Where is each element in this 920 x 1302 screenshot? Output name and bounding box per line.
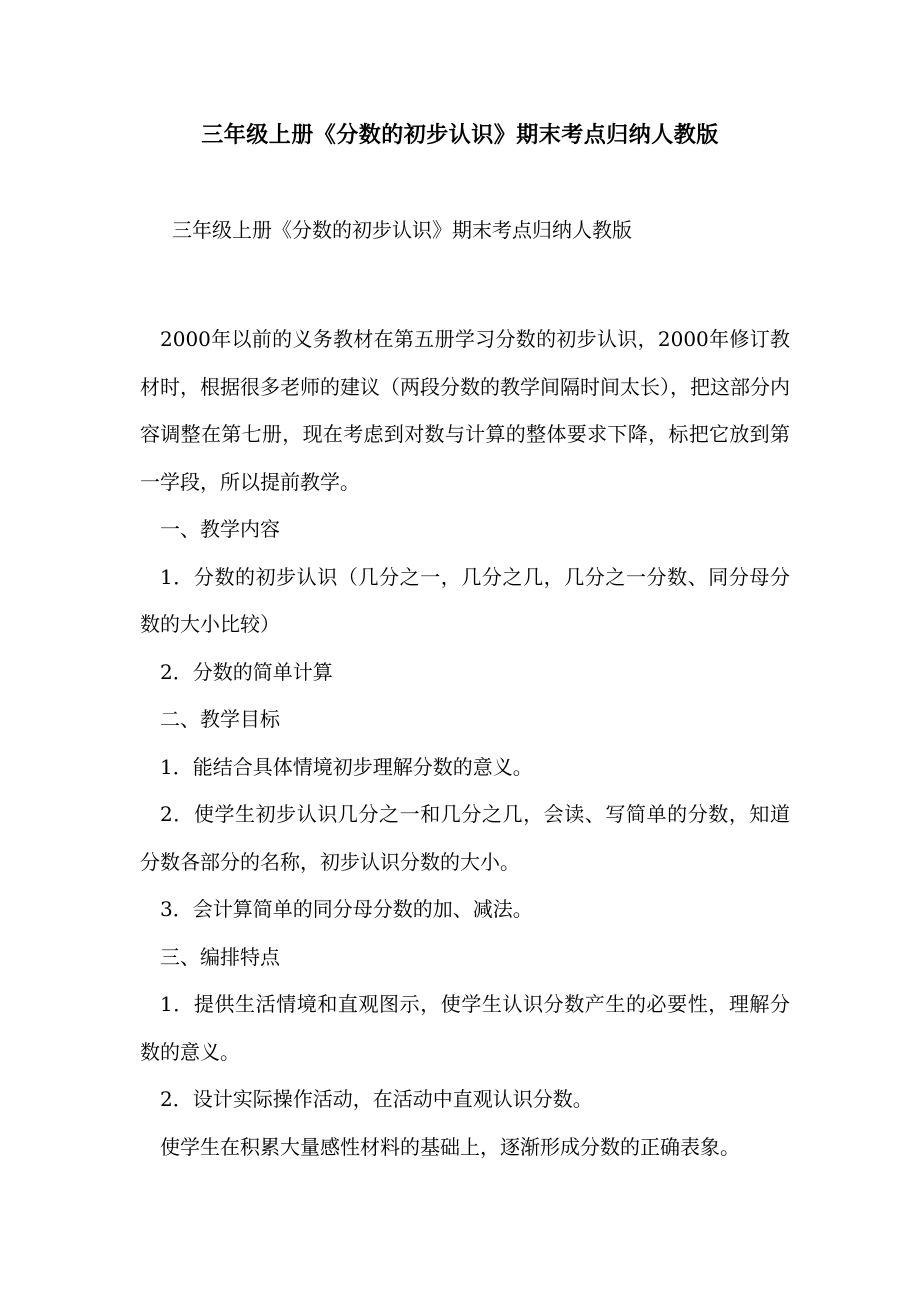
- goal-item-2: 2．使学生初步认识几分之一和几分之几，会读、写简单的分数，知道分数各部分的名称，初步认识分数的大小。: [140, 802, 790, 874]
- document-subtitle: 三年级上册《分数的初步认识》期末考点归纳人教版: [172, 218, 632, 242]
- feature-item-1: 1．提供生活情境和直观图示，使学生认识分数产生的必要性，理解分数的意义。: [140, 992, 790, 1064]
- closing-paragraph: 使学生在积累大量感性材料的基础上，逐渐形成分数的正确表象。: [160, 1134, 740, 1159]
- document-body: [140, 316, 790, 1171]
- section-heading-arrangement-features: 三、编排特点: [160, 944, 280, 969]
- content-item-2: 2．分数的简单计算: [160, 659, 333, 684]
- intro-paragraph: 2000年以前的义务教材在第五册学习分数的初步认识，2000年修订教材时，根据很多老师的建议（两段分数的教学间隔时间太长），把这部分内容调整在第七册，现在考虑到对数与计算的整体要求下降，标把它放到第一学段，所以提前教学。: [140, 327, 790, 494]
- document-title: 三年级上册《分数的初步认识》期末考点归纳人教版: [201, 122, 719, 148]
- goal-item-1: 1．能结合具体情境初步理解分数的意义。: [160, 754, 533, 779]
- goal-item-3: 3．会计算简单的同分母分数的加、减法。: [160, 897, 533, 921]
- content-item-1: 1．分数的初步认识（几分之一，几分之几，几分之一分数、同分母分数的大小比较）: [140, 564, 790, 636]
- section-heading-teaching-content: 一、教学内容: [160, 517, 280, 541]
- section-heading-teaching-goals: 二、教学目标: [160, 707, 280, 731]
- feature-item-2: 2．设计实际操作活动，在活动中直观认识分数。: [160, 1087, 593, 1111]
